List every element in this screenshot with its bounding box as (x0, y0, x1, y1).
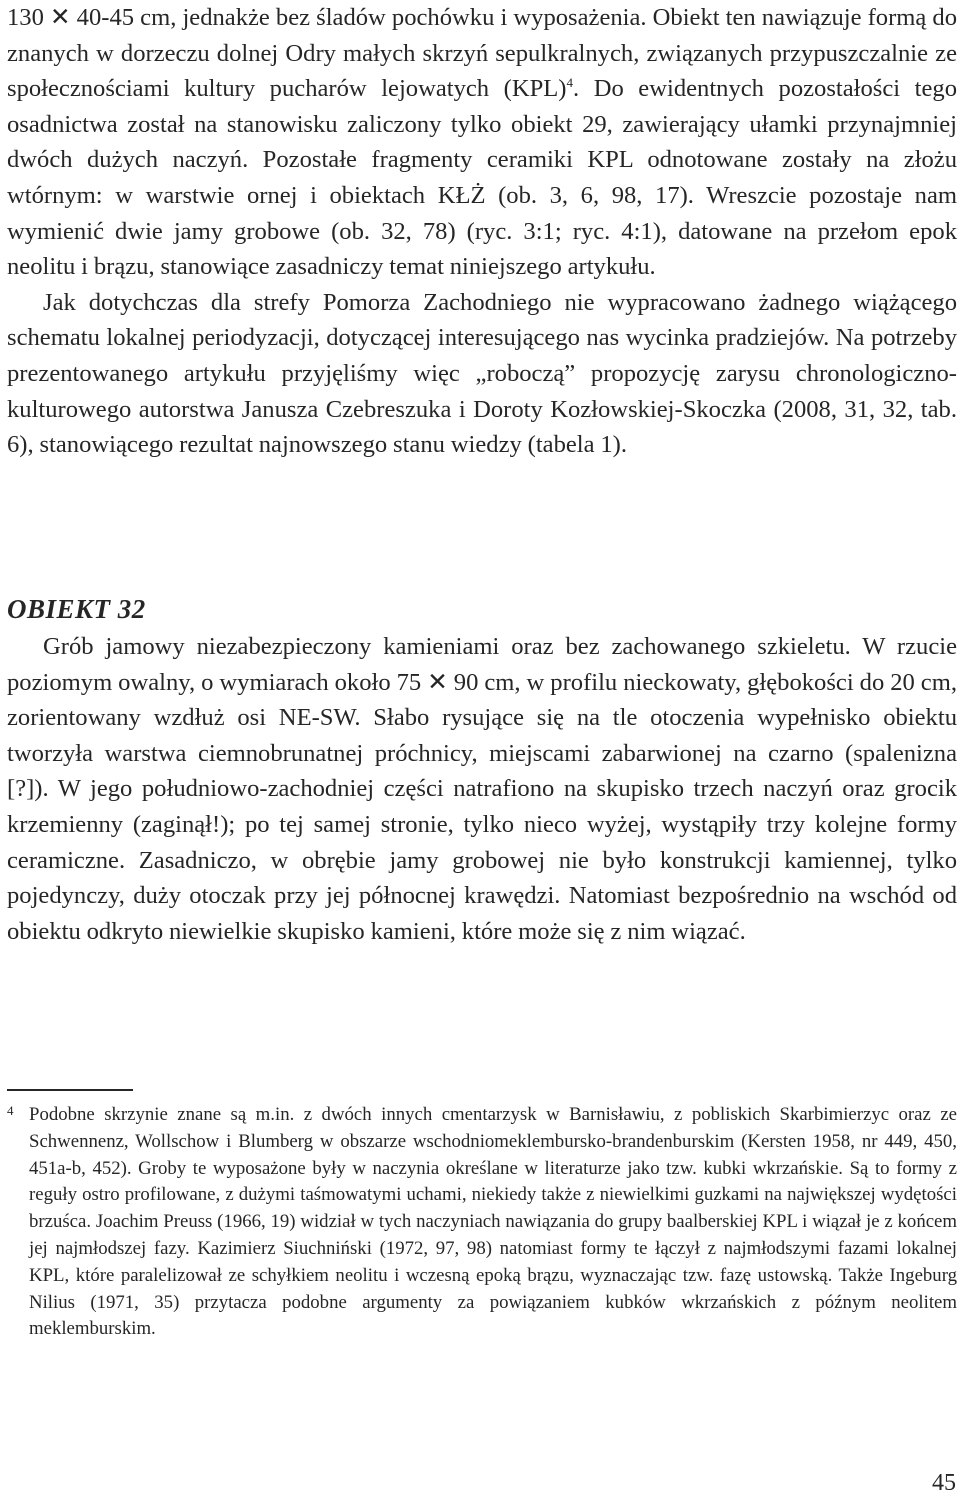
main-text (7, 0, 957, 463)
footnote (7, 1102, 957, 1343)
chronology-paragraph: Jak dotychczas dla strefy Pomorza Zachodniego nie wypracowano żadnego wiążącego schematu lokalnej periodyzacji, dotyczącej interesującego nas wycinka pradziejów. Na potrzeby prezentowanego artykułu przyjęliśmy więc „roboczą” propozycję zarysu chronologiczno-kulturowego autorstwa Janusza Czebreszuka i Doroty Kozłowskiej-Skoczka (2008, 31, 32, tab. 6), stanowiącego rezultat najnowszego stanu wiedzy (tabela 1). (7, 288, 957, 459)
footnote-text: Podobne skrzynie znane są m.in. z dwóch innych cmentarzysk w Barnisławiu, z pobliskich Skarbimierzyc oraz ze Schwennenz, Wollschow i Blumberg w obszarze wschodniomeklembursko-brandenburskim (Kersten 1958, nr 449, 450, 451a-b, 452). Groby te wyposażone były w naczynia określane w literaturze jako tzw. kubki wkrzańskie. Są to formy z reguły ostro profilowane, z dużymi taśmowatymi uchami, niekiedy także z niewielkimi guzkami na największej wydętości brzuśca. Joachim Preuss (1966, 19) widział w tych naczyniach nawiązania do grupy baalberskiej KPL i wiązał je z końcem jej najmłodszej fazy. Kazimierz Siuchniński (1972, 97, 98) natomiast formy te łączył z najmłodszymi fazami lokalnej KPL, które paralelizował ze schyłkiem neolitu i wczesną epoką brązu, wyznaczając tzw. fazę ustowską. Także Ingeburg Nilius (1971, 35) przytacza podobne argumenty za powiązaniem kubków wkrzańskich z późnym neolitem meklemburskim. (29, 1104, 957, 1340)
section-heading: OBIEKT 32 (7, 594, 146, 624)
footnote-reference[interactable]: 4 (566, 75, 573, 90)
footnote-divider (7, 1089, 133, 1091)
intro-text-part1: 130 ✕ 40-45 cm, jednakże bez śladów pochówku i wyposażenia. Obiekt ten nawiązuje formą do znanych w dorzeczu dolnej Odry małych skrzyń sepulkralnych, związanych przypuszczalnie ze społecznościami kultury pucharów lejowatych (KPL) (7, 4, 957, 103)
intro-paragraph (7, 0, 957, 285)
page-number: 45 (932, 1470, 956, 1496)
footnote-number: 4 (7, 1103, 14, 1118)
intro-text-part2: . Do ewidentnych pozostałości tego osadnictwa został na stanowisku zaliczony tylko obiekt 29, zawierający ułamki przynajmniej dwóch dużych naczyń. Pozostałe fragmenty ceramiki KPL odnotowane zostały na złożu wtórnym: w warstwie ornej i obiektach KŁŻ (ob. 3, 6, 98, 17). Wreszcie pozostaje nam wymienić dwie jamy grobowe (ob. 32, 78) (ryc. 3:1; ryc. 4:1), datowane na przełom epok neolitu i brązu, stanowiące zasadniczy temat niniejszego artykułu. (7, 75, 957, 281)
section-body (7, 629, 957, 949)
object-description-paragraph: Grób jamowy niezabezpieczony kamieniami oraz bez zachowanego szkieletu. W rzucie poziomym owalny, o wymiarach około 75 ✕ 90 cm, w profilu nieckowaty, głębokości do 20 cm, zorientowany wzdłuż osi NE-SW. Słabo rysujące się na tle otoczenia wypełnisko obiektu tworzyła warstwa ciemnobrunatnej próchnicy, miejscami zabarwionej na czarno (spalenizna [?]). W jego południowo-zachodniej części natrafiono na skupisko trzech naczyń oraz grocik krzemienny (zaginął!); po tej samej stronie, tylko nieco wyżej, wystąpiły trzy kolejne formy ceramiczne. Zasadniczo, w obrębie jamy grobowej nie było konstrukcji kamiennej, tylko pojedynczy, duży otoczak przy jej północnej krawędzi. Natomiast bezpośrednio na wschód od obiektu odkryto niewielkie skupisko kamieni, które może się z nim wiązać. (7, 633, 957, 945)
